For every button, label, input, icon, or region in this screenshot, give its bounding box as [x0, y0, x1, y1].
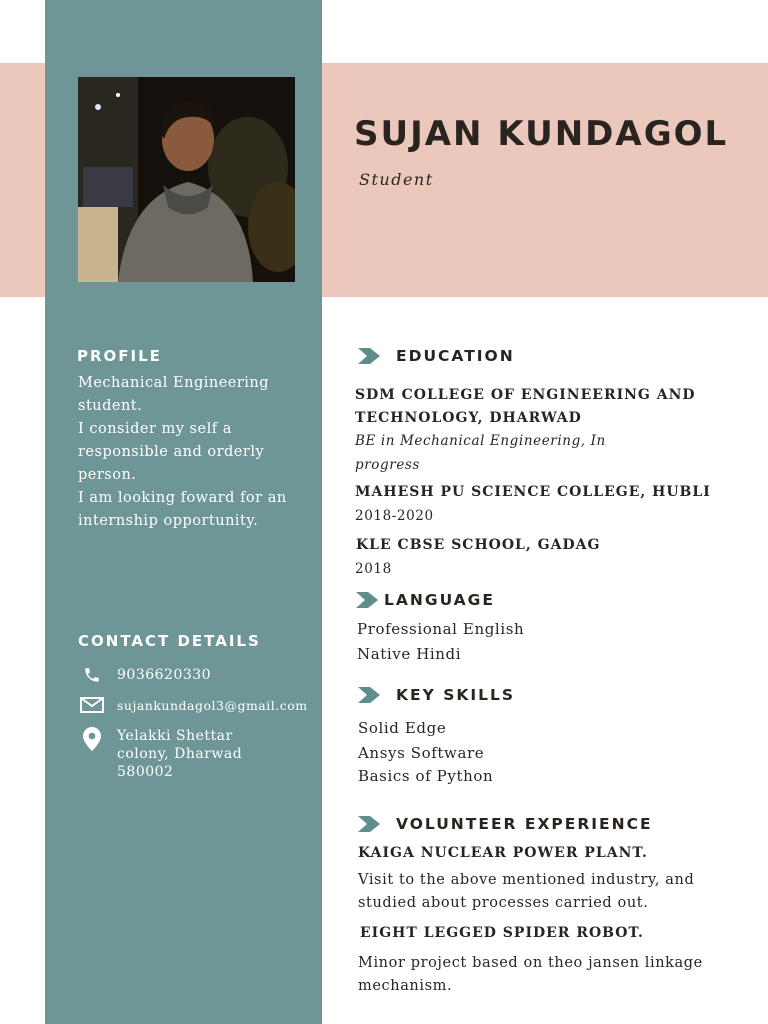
- address-text: Yelakki Shettar colony, Dharwad 580002: [117, 728, 243, 780]
- language-heading: [354, 590, 495, 610]
- language-item: Professional English: [357, 620, 525, 638]
- profile-line: Mechanical Engineering student.: [78, 375, 270, 414]
- skill-item: Solid Edge: [358, 719, 447, 737]
- contact-phone: [80, 666, 211, 684]
- volunteer-title: KAIGA NUCLEAR POWER PLANT.: [358, 845, 648, 861]
- education-title: SDM COLLEGE OF ENGINEERING AND TECHNOLOGY, DHARWAD: [355, 387, 696, 426]
- location-pin-icon: [80, 727, 104, 751]
- chevron-right-icon: [356, 814, 382, 834]
- role-title: Student: [359, 170, 434, 189]
- contact-heading: CONTACT DETAILS: [78, 632, 261, 650]
- profile-heading: PROFILE: [77, 347, 162, 365]
- phone-number: 9036620330: [117, 667, 212, 683]
- profile-line: I am looking foward for an internship opportunity.: [78, 490, 287, 529]
- volunteer-detail: Visit to the above mentioned industry, and studied about processes carried out.: [358, 872, 695, 911]
- profile-line: I consider my self a responsible and orderly person.: [78, 421, 265, 483]
- contact-address: [80, 727, 267, 781]
- email-address[interactable]: sujankundagol3@gmail.com: [117, 698, 308, 713]
- section-label: VOLUNTEER EXPERIENCE: [396, 815, 653, 833]
- profile-text: [78, 372, 288, 533]
- profile-photo: [78, 77, 295, 282]
- section-label: KEY SKILLS: [396, 686, 516, 704]
- education-title: MAHESH PU SCIENCE COLLEGE, HUBLI: [355, 484, 711, 500]
- chevron-right-icon: [356, 346, 382, 366]
- volunteer-title: EIGHT LEGGED SPIDER ROBOT.: [360, 925, 644, 941]
- section-label: LANGUAGE: [384, 591, 495, 609]
- education-heading: [356, 346, 515, 366]
- phone-icon: [80, 666, 104, 684]
- education-detail: 2018-2020: [355, 508, 434, 524]
- education-title: KLE CBSE SCHOOL, GADAG: [356, 537, 601, 553]
- section-label: EDUCATION: [396, 347, 515, 365]
- skill-item: Ansys Software: [358, 744, 485, 762]
- education-detail: 2018: [355, 561, 392, 577]
- mail-icon: [80, 697, 104, 713]
- skill-item: Basics of Python: [358, 767, 494, 785]
- education-detail: BE in Mechanical Engineering, In progress: [355, 433, 606, 473]
- contact-email: [80, 697, 308, 715]
- language-item: Native Hindi: [357, 645, 462, 663]
- full-name: SUJAN KUNDAGOL: [354, 114, 729, 154]
- chevron-right-icon: [356, 685, 382, 705]
- volunteer-detail: Minor project based on theo jansen linkage mechanism.: [358, 955, 703, 994]
- skills-heading: [356, 685, 515, 705]
- chevron-right-icon: [354, 590, 380, 610]
- volunteer-heading: [356, 814, 653, 834]
